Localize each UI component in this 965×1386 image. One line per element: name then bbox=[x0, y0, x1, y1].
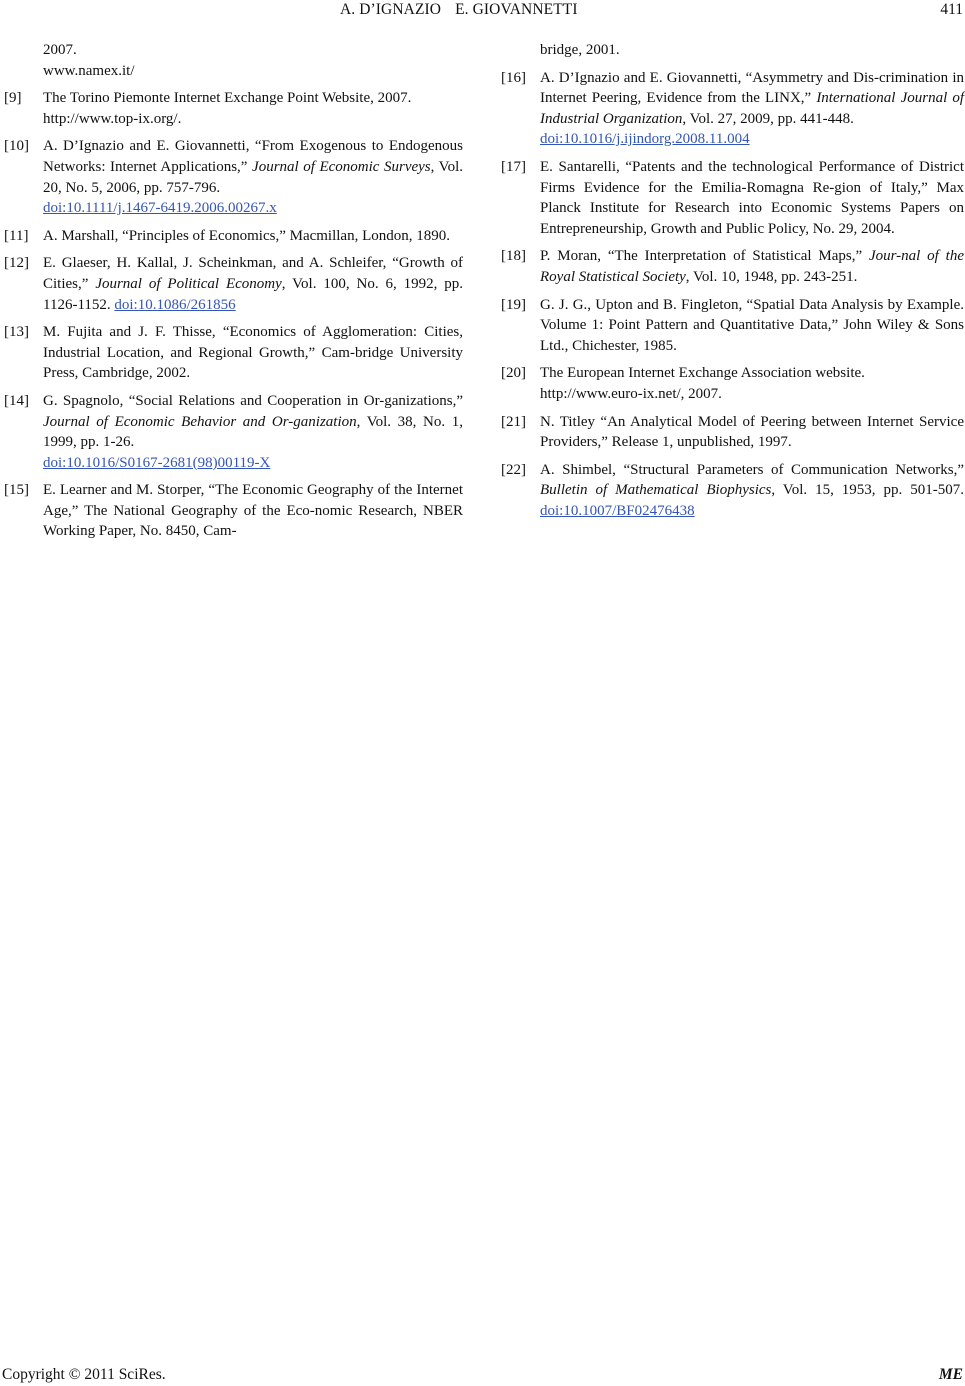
continuation-url: www.namex.it/ bbox=[43, 62, 135, 79]
reference-item bbox=[501, 460, 964, 522]
reference-number: [21] bbox=[501, 413, 526, 430]
reference-text: , Vol. 15, 1953, pp. 501-507. bbox=[771, 482, 964, 499]
reference-text: E. Santarelli, “Patents and the technological Performance of District Firms Evidence for the Emilia-Romagna Re-gion of Italy,” Max Planck Institute for Research into Economic Systems Papers on Entrepreneurship, Growth and Public Policy, No. 29, 2004. bbox=[540, 158, 964, 237]
reference-journal: Jour-nal of the Royal Statistical Society bbox=[540, 248, 964, 285]
reference-text: M. Fujita and J. F. Thisse, “Economics of Agglomeration: Cities, Industrial Location, and Regional Growth,” Cam-bridge University Press, Cambridge, 2002. bbox=[43, 324, 463, 382]
reference-text: N. Titley “An Analytical Model of Peering between Internet Service Providers,” Release 1, unpublished, 1997. bbox=[540, 413, 964, 451]
reference-number: [10] bbox=[4, 138, 29, 155]
author-1: A. D’IGNAZIO bbox=[340, 1, 442, 18]
reference-number: [13] bbox=[4, 324, 29, 341]
reference-item bbox=[4, 136, 463, 218]
reference-item bbox=[4, 226, 463, 247]
reference-number: [18] bbox=[501, 248, 526, 265]
reference-text: , Vol. 38, No. 1, 1999, pp. 1-26. bbox=[43, 413, 463, 451]
reference-item bbox=[501, 295, 964, 357]
page-header bbox=[0, 0, 965, 24]
reference-text: A. Marshall, “Principles of Economics,” Macmillan, London, 1890. bbox=[43, 227, 450, 244]
reference-text: , Vol. 27, 2009, pp. 441-448. bbox=[682, 110, 854, 127]
reference-text: A. D’Ignazio and E. Giovannetti, “Asymmetry and Dis-crimination in Internet Peering, Evidence from the LINX,” bbox=[540, 69, 964, 107]
page-number: 411 bbox=[940, 1, 963, 18]
reference-text: G. Spagnolo, “Social Relations and Cooperation in Or-ganizations,” bbox=[43, 392, 463, 409]
reference-text: G. J. G., Upton and B. Fingleton, “Spatial Data Analysis by Example. Volume 1: Point Pattern and Quantitative Data,” John Wiley & Sons Ltd., Chichester, 1985. bbox=[540, 296, 964, 354]
reference-journal: International Journal of Industrial Organization bbox=[540, 90, 964, 127]
reference-text: A. Shimbel, “Structural Parameters of Communication Networks,” bbox=[540, 461, 964, 478]
reference-journal: Journal of Economic Behavior and Or-ganization bbox=[43, 413, 357, 430]
reference-number: [14] bbox=[4, 392, 29, 409]
reference-number: [19] bbox=[501, 296, 526, 313]
doi-link[interactable]: doi:10.1086/261856 bbox=[114, 296, 236, 313]
reference-url: http://www.euro-ix.net/, 2007. bbox=[540, 385, 722, 402]
reference-text: The Torino Piemonte Internet Exchange Point Website, 2007. bbox=[43, 90, 412, 107]
reference-continuation bbox=[501, 40, 964, 61]
doi-link[interactable]: doi:10.1007/BF02476438 bbox=[540, 502, 695, 519]
reference-number: [11] bbox=[4, 227, 29, 244]
left-column bbox=[4, 40, 463, 549]
reference-item bbox=[501, 68, 964, 150]
reference-item bbox=[4, 480, 463, 542]
reference-url: http://www.top-ix.org/. bbox=[43, 110, 182, 127]
doi-link[interactable]: doi:10.1016/j.ijindorg.2008.11.004 bbox=[540, 131, 750, 148]
reference-text: E. Glaeser, H. Kallal, J. Scheinkman, and A. Schleifer, “Growth of Cities,” bbox=[43, 255, 463, 292]
reference-item bbox=[4, 88, 463, 129]
reference-item bbox=[501, 157, 964, 239]
reference-text: , Vol. 20, No. 5, 2006, pp. 757-796. bbox=[43, 158, 464, 196]
reference-number: [22] bbox=[501, 461, 526, 478]
reference-continuation bbox=[4, 40, 463, 81]
continuation-text: bridge, 2001. bbox=[540, 42, 620, 58]
reference-item bbox=[4, 391, 463, 473]
reference-item bbox=[4, 322, 463, 384]
reference-item bbox=[501, 363, 964, 404]
reference-item bbox=[501, 412, 964, 453]
reference-journal: Journal of Economic Surveys bbox=[252, 158, 431, 175]
author-2: E. GIOVANNETTI bbox=[455, 1, 578, 18]
reference-text: , Vol. 100, No. 6, 1992, pp. 1126-1152. bbox=[43, 275, 463, 313]
reference-number: [12] bbox=[4, 255, 29, 272]
reference-number: [16] bbox=[501, 69, 526, 86]
copyright: Copyright © 2011 SciRes. bbox=[2, 1366, 166, 1383]
reference-number: [15] bbox=[4, 482, 29, 499]
reference-number: [17] bbox=[501, 158, 526, 175]
reference-text: A. D’Ignazio and E. Giovannetti, “From Exogenous to Endogenous Networks: Internet Applications,” bbox=[43, 138, 463, 175]
doi-link[interactable]: doi:10.1111/j.1467-6419.2006.00267.x bbox=[43, 200, 277, 217]
right-column bbox=[501, 40, 964, 528]
doi-link[interactable]: doi:10.1016/S0167-2681(98)00119-X bbox=[43, 454, 271, 471]
reference-text: E. Learner and M. Storper, “The Economic Geography of the Internet Age,” The National Geography of the Eco-nomic Research, NBER Working Paper, No. 8450, Cam- bbox=[43, 482, 463, 540]
reference-item bbox=[4, 253, 463, 315]
reference-text: The European Internet Exchange Association website. bbox=[540, 365, 865, 382]
reference-text: P. Moran, “The Interpretation of Statistical Maps,” bbox=[540, 248, 869, 265]
reference-item bbox=[501, 246, 964, 287]
reference-journal: Journal of Political Economy bbox=[95, 275, 282, 292]
continuation-text: 2007. bbox=[43, 42, 77, 58]
journal-abbrev: ME bbox=[938, 1366, 963, 1383]
reference-number: [20] bbox=[501, 365, 526, 382]
reference-text: , Vol. 10, 1948, pp. 243-251. bbox=[685, 268, 858, 285]
running-head bbox=[340, 1, 578, 19]
reference-number: [9] bbox=[4, 90, 22, 107]
reference-journal: Bulletin of Mathematical Biophysics bbox=[540, 482, 772, 499]
